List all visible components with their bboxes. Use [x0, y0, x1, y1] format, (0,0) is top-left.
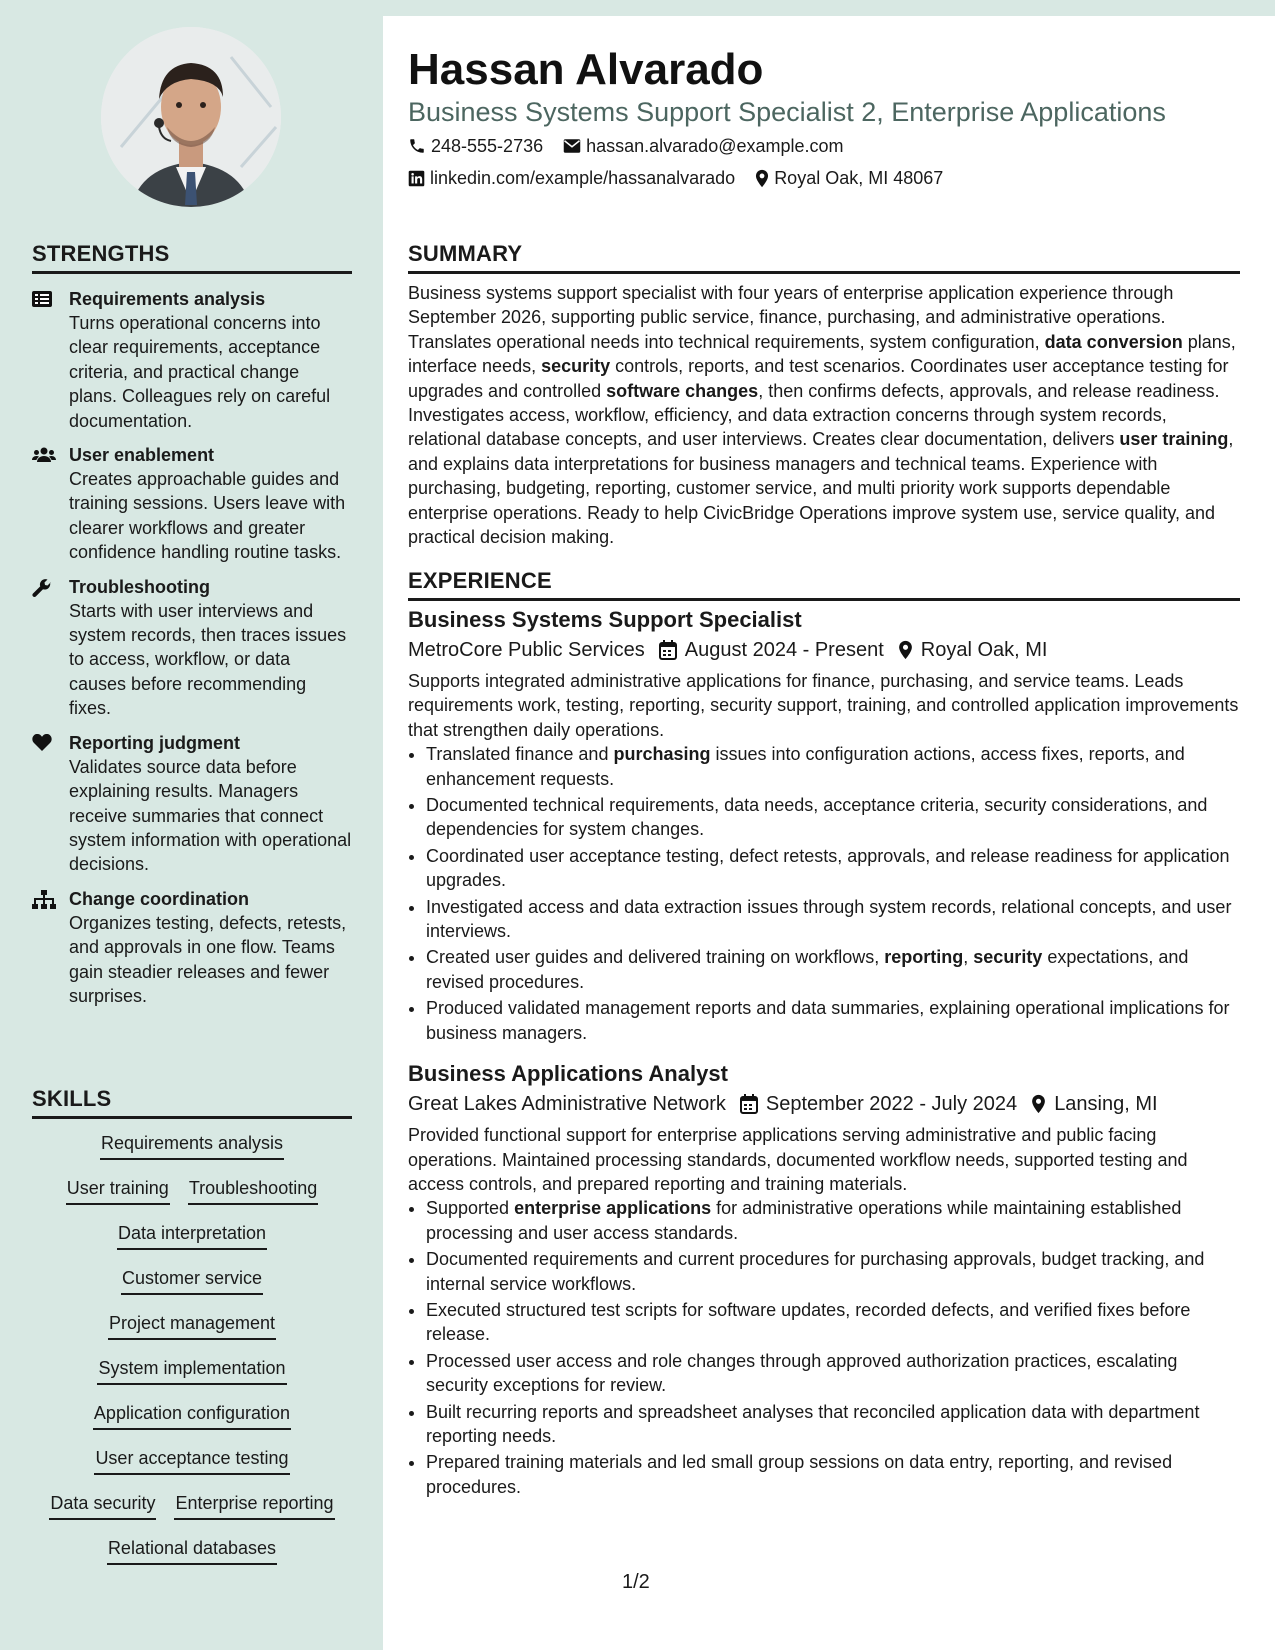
skill-tag: Requirements analysis: [100, 1131, 284, 1160]
job-bullet: • Prepared training materials and led small group sessions on data entry, reporting, and revised procedures.: [426, 1450, 1240, 1499]
strength-description: Turns operational concerns into clear requirements, acceptance criteria, and practical change plans. Colleagues rely on careful documentation.: [69, 313, 331, 431]
job-bullet: • Processed user access and role changes through approved authorization practices, escalating security exceptions for review.: [426, 1349, 1240, 1398]
job-bullet: • Produced validated management reports and data summaries, explaining operational implications for business managers.: [426, 996, 1240, 1045]
job-bullet: • Documented requirements and current procedures for purchasing approvals, budget tracking, and internal service workflows.: [426, 1247, 1240, 1296]
job-company: MetroCore Public Services: [408, 639, 645, 661]
location-text: Royal Oak, MI 48067: [774, 168, 944, 188]
contact-row-1: [408, 134, 864, 158]
candidate-title: Business Systems Support Specialist 2, Enterprise Applications: [408, 97, 1166, 127]
strength-item: [32, 287, 352, 433]
map-pin-icon: [1031, 1094, 1046, 1114]
envelope-icon: [563, 138, 581, 154]
job-entry: [408, 1059, 1240, 1499]
heart-icon: [32, 734, 52, 752]
location-contact: [755, 166, 943, 190]
strength-description: Validates source data before explaining results. Managers receive summaries that connect system information with operational decisions.: [69, 756, 352, 875]
skill-tag: User training: [66, 1176, 170, 1205]
calendar-icon: [740, 1094, 758, 1114]
skill-tag: Application configuration: [93, 1401, 291, 1430]
job-description: Provided functional support for enterprise applications serving administrative and public facing operations. Maintained processing standards, documented workflow needs, supported testing and access controls, and prepared reporting and training materials.: [408, 1125, 1188, 1194]
strengths-list: [32, 287, 352, 1018]
job-meta: [408, 1089, 1240, 1119]
job-company: Great Lakes Administrative Network: [408, 1093, 726, 1116]
job-bullet: • Created user guides and delivered training on workflows, reporting, security expectations, and revised procedures.: [426, 945, 1240, 994]
linkedin-text: linkedin.com/example/hassanalvarado: [430, 168, 736, 188]
calendar-icon: [659, 640, 677, 660]
skill-tag: Data security: [49, 1491, 156, 1520]
summary-block: [408, 281, 1240, 549]
linkedin-icon: [408, 170, 425, 187]
email-contact[interactable]: [563, 134, 843, 158]
users-icon: [32, 446, 56, 464]
page-number: 1/2: [622, 1571, 650, 1593]
strength-description: Starts with user interviews and system records, then traces issues to access, workflow, or data causes before recommending fixes.: [69, 600, 347, 719]
job-bullet: • Built recurring reports and spreadsheet analyses that reconciled application data with department reporting needs.: [426, 1400, 1240, 1449]
strength-title: Troubleshooting: [69, 576, 210, 597]
job-bullet: • Translated finance and purchasing issues into configuration actions, access fixes, reports, and enhancement requests.: [426, 742, 1240, 791]
job-bullet: • Investigated access and data extraction issues through system records, relational concepts, and user interviews.: [426, 895, 1240, 944]
skill-tag: Customer service: [121, 1266, 263, 1295]
skill-tag: Relational databases: [107, 1536, 277, 1565]
summary-heading: SUMMARY: [408, 241, 1240, 274]
phone-contact[interactable]: [408, 134, 543, 158]
job-meta: [408, 635, 1240, 665]
job-bullet: • Documented technical requirements, data needs, acceptance criteria, security considerations, and dependencies for system changes.: [426, 793, 1240, 842]
candidate-name: Hassan Alvarado: [408, 45, 764, 94]
job-title: Business Systems Support Specialist: [408, 607, 802, 632]
job-entry: [408, 605, 1240, 1045]
skill-tag: System implementation: [97, 1356, 286, 1385]
job-bullets: [408, 742, 1240, 1045]
sitemap-icon: [32, 890, 56, 910]
strength-title: User enablement: [69, 445, 215, 466]
skills-list: [32, 1131, 352, 1581]
job-bullets: [408, 1196, 1240, 1499]
strength-title: Change coordination: [69, 888, 249, 909]
strengths-heading: STRENGTHS: [32, 241, 352, 274]
strength-title: Reporting judgment: [69, 732, 240, 753]
job-bullet: • Coordinated user acceptance testing, defect retests, approvals, and release readiness for application upgrades.: [426, 844, 1240, 893]
email-text: hassan.alvarado@example.com: [586, 136, 844, 156]
skills-heading: SKILLS: [32, 1086, 352, 1119]
map-pin-icon: [898, 640, 913, 660]
skill-tag: Enterprise reporting: [174, 1491, 334, 1520]
phone-icon: [408, 137, 426, 155]
strength-description: Creates approachable guides and training sessions. Users leave with clearer workflows and greater confidence handling routine tasks.: [69, 469, 346, 563]
experience-heading: EXPERIENCE: [408, 568, 1240, 601]
skill-tag: User acceptance testing: [94, 1446, 289, 1475]
strength-item: [32, 575, 352, 721]
strength-item: [32, 887, 352, 1009]
job-dates: August 2024 - Present: [684, 639, 884, 661]
phone-text: 248-555-2736: [431, 136, 544, 156]
map-pin-icon: [755, 169, 769, 188]
summary-text: Business systems support specialist with four years of enterprise application experience through September 2026, supporting public service, finance, purchasing, and administrative operations. Translates operational needs into technical requirements, system configuration, data conversion plans, interface needs, security controls, reports, and test scenarios. Coordinates user acceptance testing for upgrades and controlled software changes, then confirms defects, approvals, and release readiness. Investigates access, workflow, efficiency, and data extraction concerns through system records, relational database concepts, and user interviews. Creates clear documentation, delivers user training, and explains data interpretations for business managers and technical teams. Experience with purchasing, budgeting, reporting, customer service, and multi priority work supports dependable enterprise operations. Ready to help CivicBridge Operations improve system use, service quality, and practical decision making.: [408, 283, 1236, 548]
list-icon: [32, 290, 52, 308]
job-bullet: • Supported enterprise applications for administrative operations while maintaining established processing and user access standards.: [426, 1196, 1240, 1245]
skill-tag: Data interpretation: [117, 1221, 267, 1250]
job-location: Royal Oak, MI: [920, 639, 1048, 661]
linkedin-contact[interactable]: [408, 166, 735, 190]
wrench-icon: [32, 578, 52, 598]
strength-description: Organizes testing, defects, retests, and approvals in one flow. Teams gain steadier releases and fewer surprises.: [69, 912, 347, 1006]
job-location: Lansing, MI: [1054, 1093, 1158, 1116]
skill-tag: Troubleshooting: [188, 1176, 318, 1205]
strength-title: Requirements analysis: [69, 289, 266, 309]
job-dates: September 2022 - July 2024: [765, 1093, 1018, 1116]
profile-photo: [101, 27, 281, 207]
job-bullet: • Executed structured test scripts for software updates, recorded defects, and verified fixes before release.: [426, 1298, 1240, 1347]
job-title: Business Applications Analyst: [408, 1061, 728, 1087]
contact-row-2: [408, 166, 963, 190]
job-description: Supports integrated administrative applications for finance, purchasing, and service teams. Leads requirements work, testing, reporting, security support, training, and controlled application improvements that strengthen daily operations.: [408, 671, 1239, 740]
experience-list: [408, 605, 1240, 1513]
strength-item: [32, 731, 352, 877]
strength-item: [32, 443, 352, 565]
skill-tag: Project management: [108, 1311, 276, 1340]
